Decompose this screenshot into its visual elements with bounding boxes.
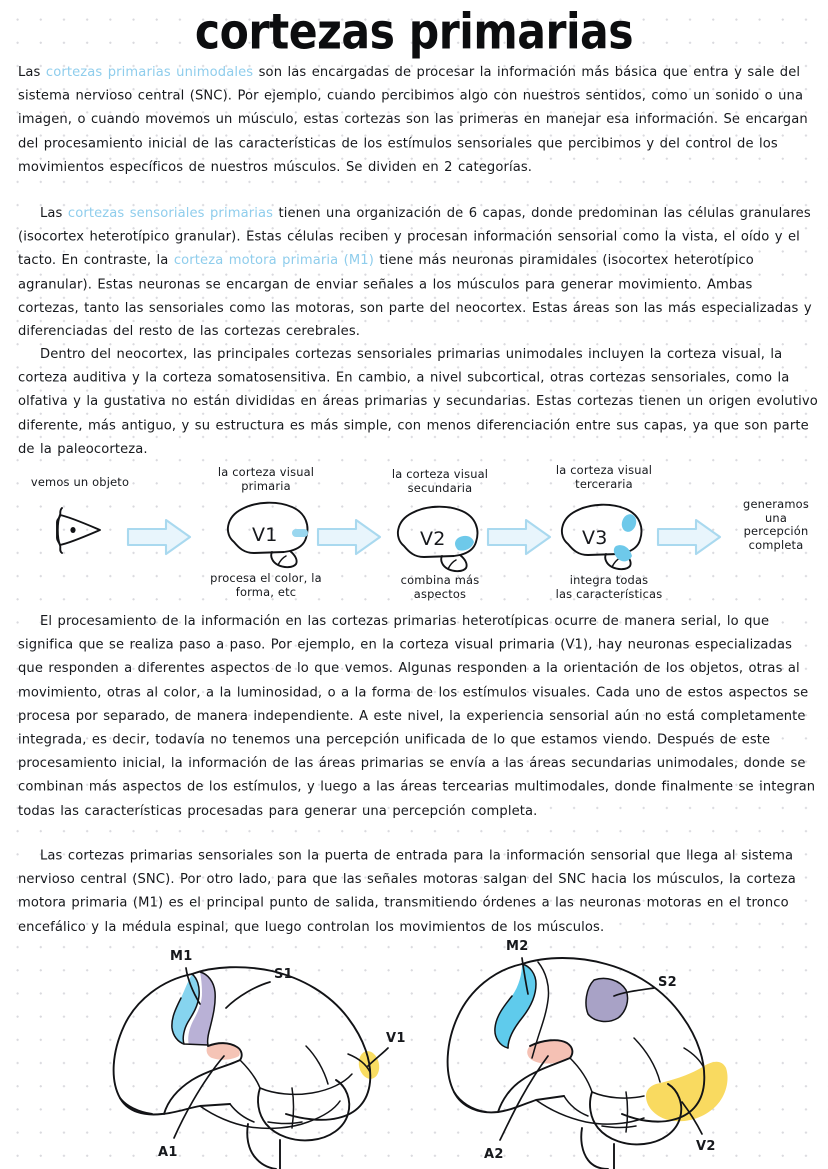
flow-step-2-caption-bottom <box>362 574 518 601</box>
paragraph-5 <box>18 844 818 939</box>
paragraph-3 <box>18 343 818 461</box>
region-v2-fill <box>646 1062 728 1122</box>
visual-pathway-diagram <box>0 462 828 602</box>
accent-term: cortezas primarias unimodales <box>45 64 254 81</box>
flow-step-2-caption-top <box>364 468 516 495</box>
flow-step-1-bottom-line2: forma, etc <box>235 584 297 599</box>
flow-step-1-bottom-line1: procesa el color, la <box>210 571 322 585</box>
leader-a2 <box>500 1056 548 1140</box>
flow-step-1-top-line2: primaria <box>241 478 291 493</box>
flow-step-1-caption-top <box>190 466 342 493</box>
body-text-run: Las <box>18 64 46 81</box>
flow-end-line2: una <box>764 510 788 525</box>
brain-figure-secondary <box>438 938 758 1169</box>
body-text-run: son las encargadas de procesar la información más básica que entra y sale del sistema nervioso central (SNC). Por ejemplo, cuando percibimos algo con nuestros sentidos, como un sonido o una imagen, o cuando movemos un músculo, estas cortezas son las primeras en manejar esa información. Se encargan del procesamiento inicial de las características de los estímulos sensoriales que percibimos y del control de los movimientos específicos de nuestros músculos. Se dividen en 2 categorías. <box>18 64 808 175</box>
brain-icon-v2 <box>386 502 492 574</box>
flow-step-2-top-line1: la corteza visual <box>391 467 489 481</box>
body-text-run: Las <box>40 205 68 221</box>
paragraph-2-text <box>18 202 818 344</box>
flow-step-2-top-line2: secundaria <box>407 480 473 495</box>
flow-step-2-bottom-line2: aspectos <box>413 586 467 601</box>
flow-step-3-bottom-line1: integra todas <box>569 573 649 587</box>
brain-icon-v1 <box>216 498 322 570</box>
label-m1: M1 <box>170 949 193 964</box>
paragraph-1 <box>18 61 818 179</box>
paragraph-1-text <box>18 61 818 179</box>
flow-step-3-brain-label: V3 <box>582 527 608 549</box>
brain-figure-primary <box>96 938 416 1169</box>
paragraph-4-text <box>18 610 818 823</box>
label-m2: M2 <box>506 939 529 954</box>
body-text-run: Las cortezas primarias sensoriales son la puerta de entrada para la información sensorial que llega al sistema nervioso central (SNC). Por otro lado, para que las señales motoras salgan del SNC hacia los músculos, la corteza motora primaria (M1) es el principal punto de salida, transmitiendo órdenes a las neuronas motoras en el tronco encefálico y la médula espinal, que luego controlan los movimientos de los músculos. <box>18 848 796 935</box>
flow-end-label <box>726 498 826 552</box>
flow-end-line3: percepción <box>743 524 809 539</box>
flow-step-2-bottom-line1: combina más <box>400 573 480 587</box>
brain-figures <box>0 938 828 1169</box>
label-s1: S1 <box>274 967 294 982</box>
flow-start-label: vemos un objeto <box>30 475 130 489</box>
flow-arrow-3 <box>486 518 552 556</box>
leader-s1 <box>226 982 270 1008</box>
body-text-run: tienen una organización de 6 capas, donde predominan las células granulares (isocortex heterotípico granular). Estas células reciben y procesan información sensorial como la vista, el oído y el tacto. En contraste, la <box>18 205 811 269</box>
accent-term: corteza motora primaria (M1) <box>173 253 374 269</box>
label-a1: A1 <box>158 1145 178 1160</box>
label-a2: A2 <box>484 1147 504 1162</box>
label-v1: V1 <box>386 1031 406 1046</box>
body-text-run: Dentro del neocortex, las principales cortezas sensoriales primarias unimodales incluyen la corteza visual, la corteza auditiva y la corteza somatosensitiva. En cambio, a nivel subcortical, otras cortezas sensoriales, como la olfativa y la gustativa no están divididas en áreas primarias y secundarias. Estas cortezas tienen un origen evolutivo diferente, más antiguo, y su estructura es más simple, con menos diferenciación entre sus capas, ya que son parte de la paleocorteza. <box>18 346 818 457</box>
accent-term: cortezas sensoriales primarias <box>67 205 274 221</box>
paragraph-4 <box>18 610 818 823</box>
paragraph-2 <box>18 202 818 344</box>
flow-arrow-4 <box>656 518 722 556</box>
body-text-run: tiene más neuronas piramidales (isocortex heterotípico agranular). Estas neuronas se encargan de enviar señales a los músculos para generar movimiento. Ambas cortezas, tanto las sensoriales como las motoras, son parte del neocortex. Estas áreas son las más especializadas y diferenciadas del resto de las cortezas cerebrales. <box>18 253 812 340</box>
flow-end-line1: generamos <box>743 497 809 511</box>
page-title: cortezas primarias <box>194 4 634 61</box>
flow-step-1-caption-bottom <box>186 572 346 599</box>
flow-step-2-brain-label: V2 <box>420 528 446 550</box>
flow-step-3-caption-bottom <box>524 574 694 601</box>
flow-end-line4: completa <box>748 537 804 552</box>
eye-icon <box>48 502 110 558</box>
flow-step-3-bottom-line2: las características <box>555 586 663 601</box>
label-s2: S2 <box>658 975 678 990</box>
label-v2: V2 <box>696 1139 716 1154</box>
flow-step-3-top-line1: la corteza visual <box>555 463 653 477</box>
flow-step-3-top-line2: terceraria <box>575 476 633 491</box>
flow-step-1-top-line1: la corteza visual <box>217 465 315 479</box>
brain-icon-v3 <box>550 500 656 574</box>
paragraph-5-text <box>18 844 818 939</box>
flow-arrow-2 <box>316 518 382 556</box>
flow-arrow-1 <box>126 518 192 556</box>
body-text-run: El procesamiento de la información en las cortezas primarias heterotípicas ocurre de manera serial, lo que significa que se realiza paso a paso. Por ejemplo, en la corteza visual primaria (V1), hay neuronas especializadas que responden a diferentes aspectos de lo que vemos. Algunas responden a la orientación de los objetos, otras al movimiento, otras al color, a la luminosidad, o a la forma de los estímulos visuales. Cada uno de estos aspectos se procesa por separado, de manera independiente. A este nivel, la experiencia sensorial aún no está completamente integrada, es decir, todavía no tenemos una percepción unificada de lo que estamos viendo. Después de este procesamiento inicial, la información de las áreas primarias se envía a las áreas secundarias unimodales, donde se combinan más aspectos de los estímulos, y luego a las áreas tercearias multimodales, donde finalmente se integran todas las características procesadas para generar una percepción completa. <box>18 613 816 819</box>
paragraph-3-text <box>18 343 818 461</box>
flow-step-1-brain-label: V1 <box>252 524 278 546</box>
flow-step-3-caption-top <box>528 464 680 491</box>
